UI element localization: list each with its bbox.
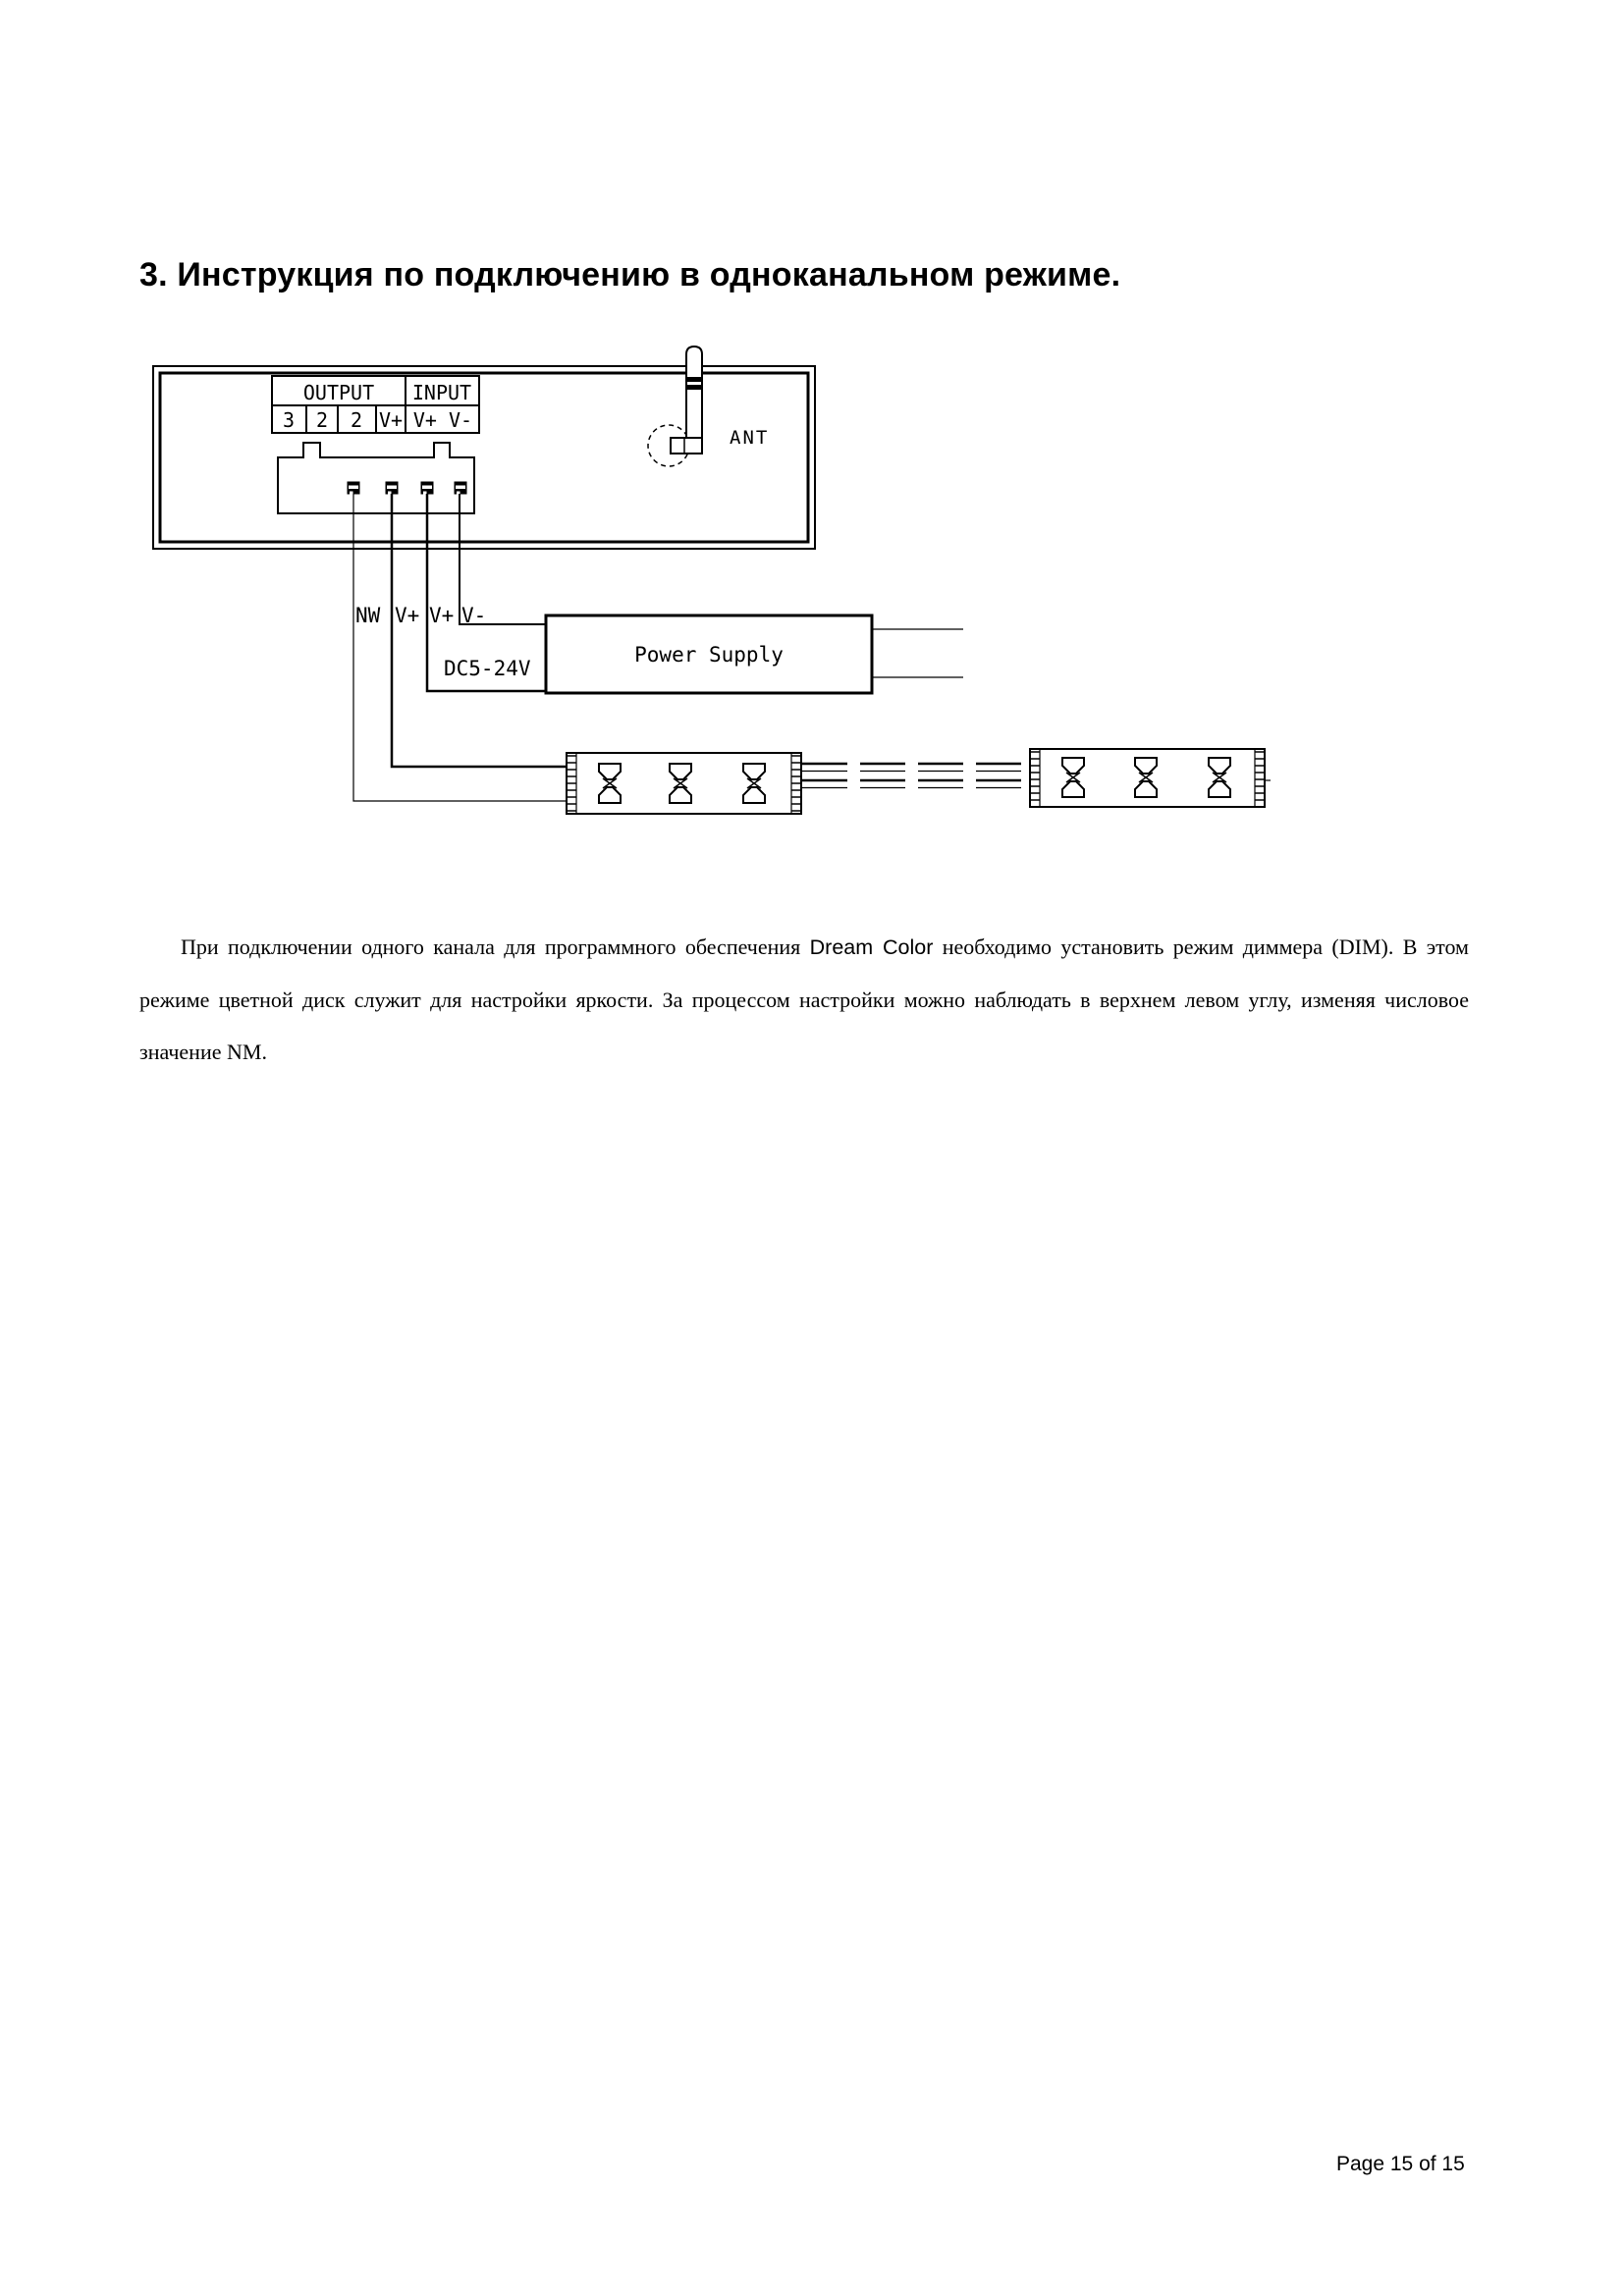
terminal-cell-2b: 2: [350, 408, 363, 432]
paragraph-text-2: необходимо установить режим диммера (DIM). В этом режиме цветной диск служит для настройки яркости. За процессом настройки можно наблюдать в верхнем левом углу, изменяя числовое значение NM.: [139, 934, 1469, 1064]
connector-block: [278, 443, 474, 513]
page-title: 3. Инструкция по подключению в одноканальном режиме.: [139, 255, 1121, 294]
brand-name: Dream Color: [809, 935, 934, 959]
led-strip-1: [567, 753, 801, 814]
paragraph-text-1: При подключении одного канала для программного обеспечения: [181, 934, 810, 959]
instruction-paragraph: [139, 921, 1469, 1078]
connector-pin-icon: [386, 482, 399, 495]
wiring-diagram: [0, 0, 1624, 883]
wire-label-vminus: V-: [461, 604, 487, 627]
power-supply-label: Power Supply: [634, 643, 784, 667]
wires: [353, 494, 567, 801]
output-header-label: OUTPUT: [302, 381, 375, 404]
wire-label-vplus-2: V+: [429, 604, 455, 627]
terminal-cell-vplus: V+: [378, 408, 404, 432]
terminal-cell-2a: 2: [315, 408, 329, 432]
page-number: Page 15 of 15: [1336, 2153, 1465, 2175]
terminal-table: [272, 376, 479, 433]
wire-label-nw: NW: [355, 604, 381, 627]
terminal-cell-input: V+ V-: [412, 408, 473, 432]
antenna-icon: [648, 347, 703, 466]
input-header-label: INPUT: [411, 381, 472, 404]
connector-pin-icon: [455, 482, 467, 495]
connector-pin-icon: [421, 482, 434, 495]
power-supply-box: [546, 615, 963, 693]
wire-label-vplus-1: V+: [395, 604, 420, 627]
ant-label: ANT: [730, 427, 770, 449]
strip-link-dashes: [802, 764, 1030, 788]
terminal-cell-3: 3: [282, 408, 296, 432]
wire-vplus-out: [392, 494, 567, 767]
connector-pin-icon: [348, 482, 360, 495]
controller-box: [153, 366, 815, 549]
dc-range-label: DC5-24V: [444, 657, 531, 680]
led-strip-2: [1030, 749, 1271, 807]
